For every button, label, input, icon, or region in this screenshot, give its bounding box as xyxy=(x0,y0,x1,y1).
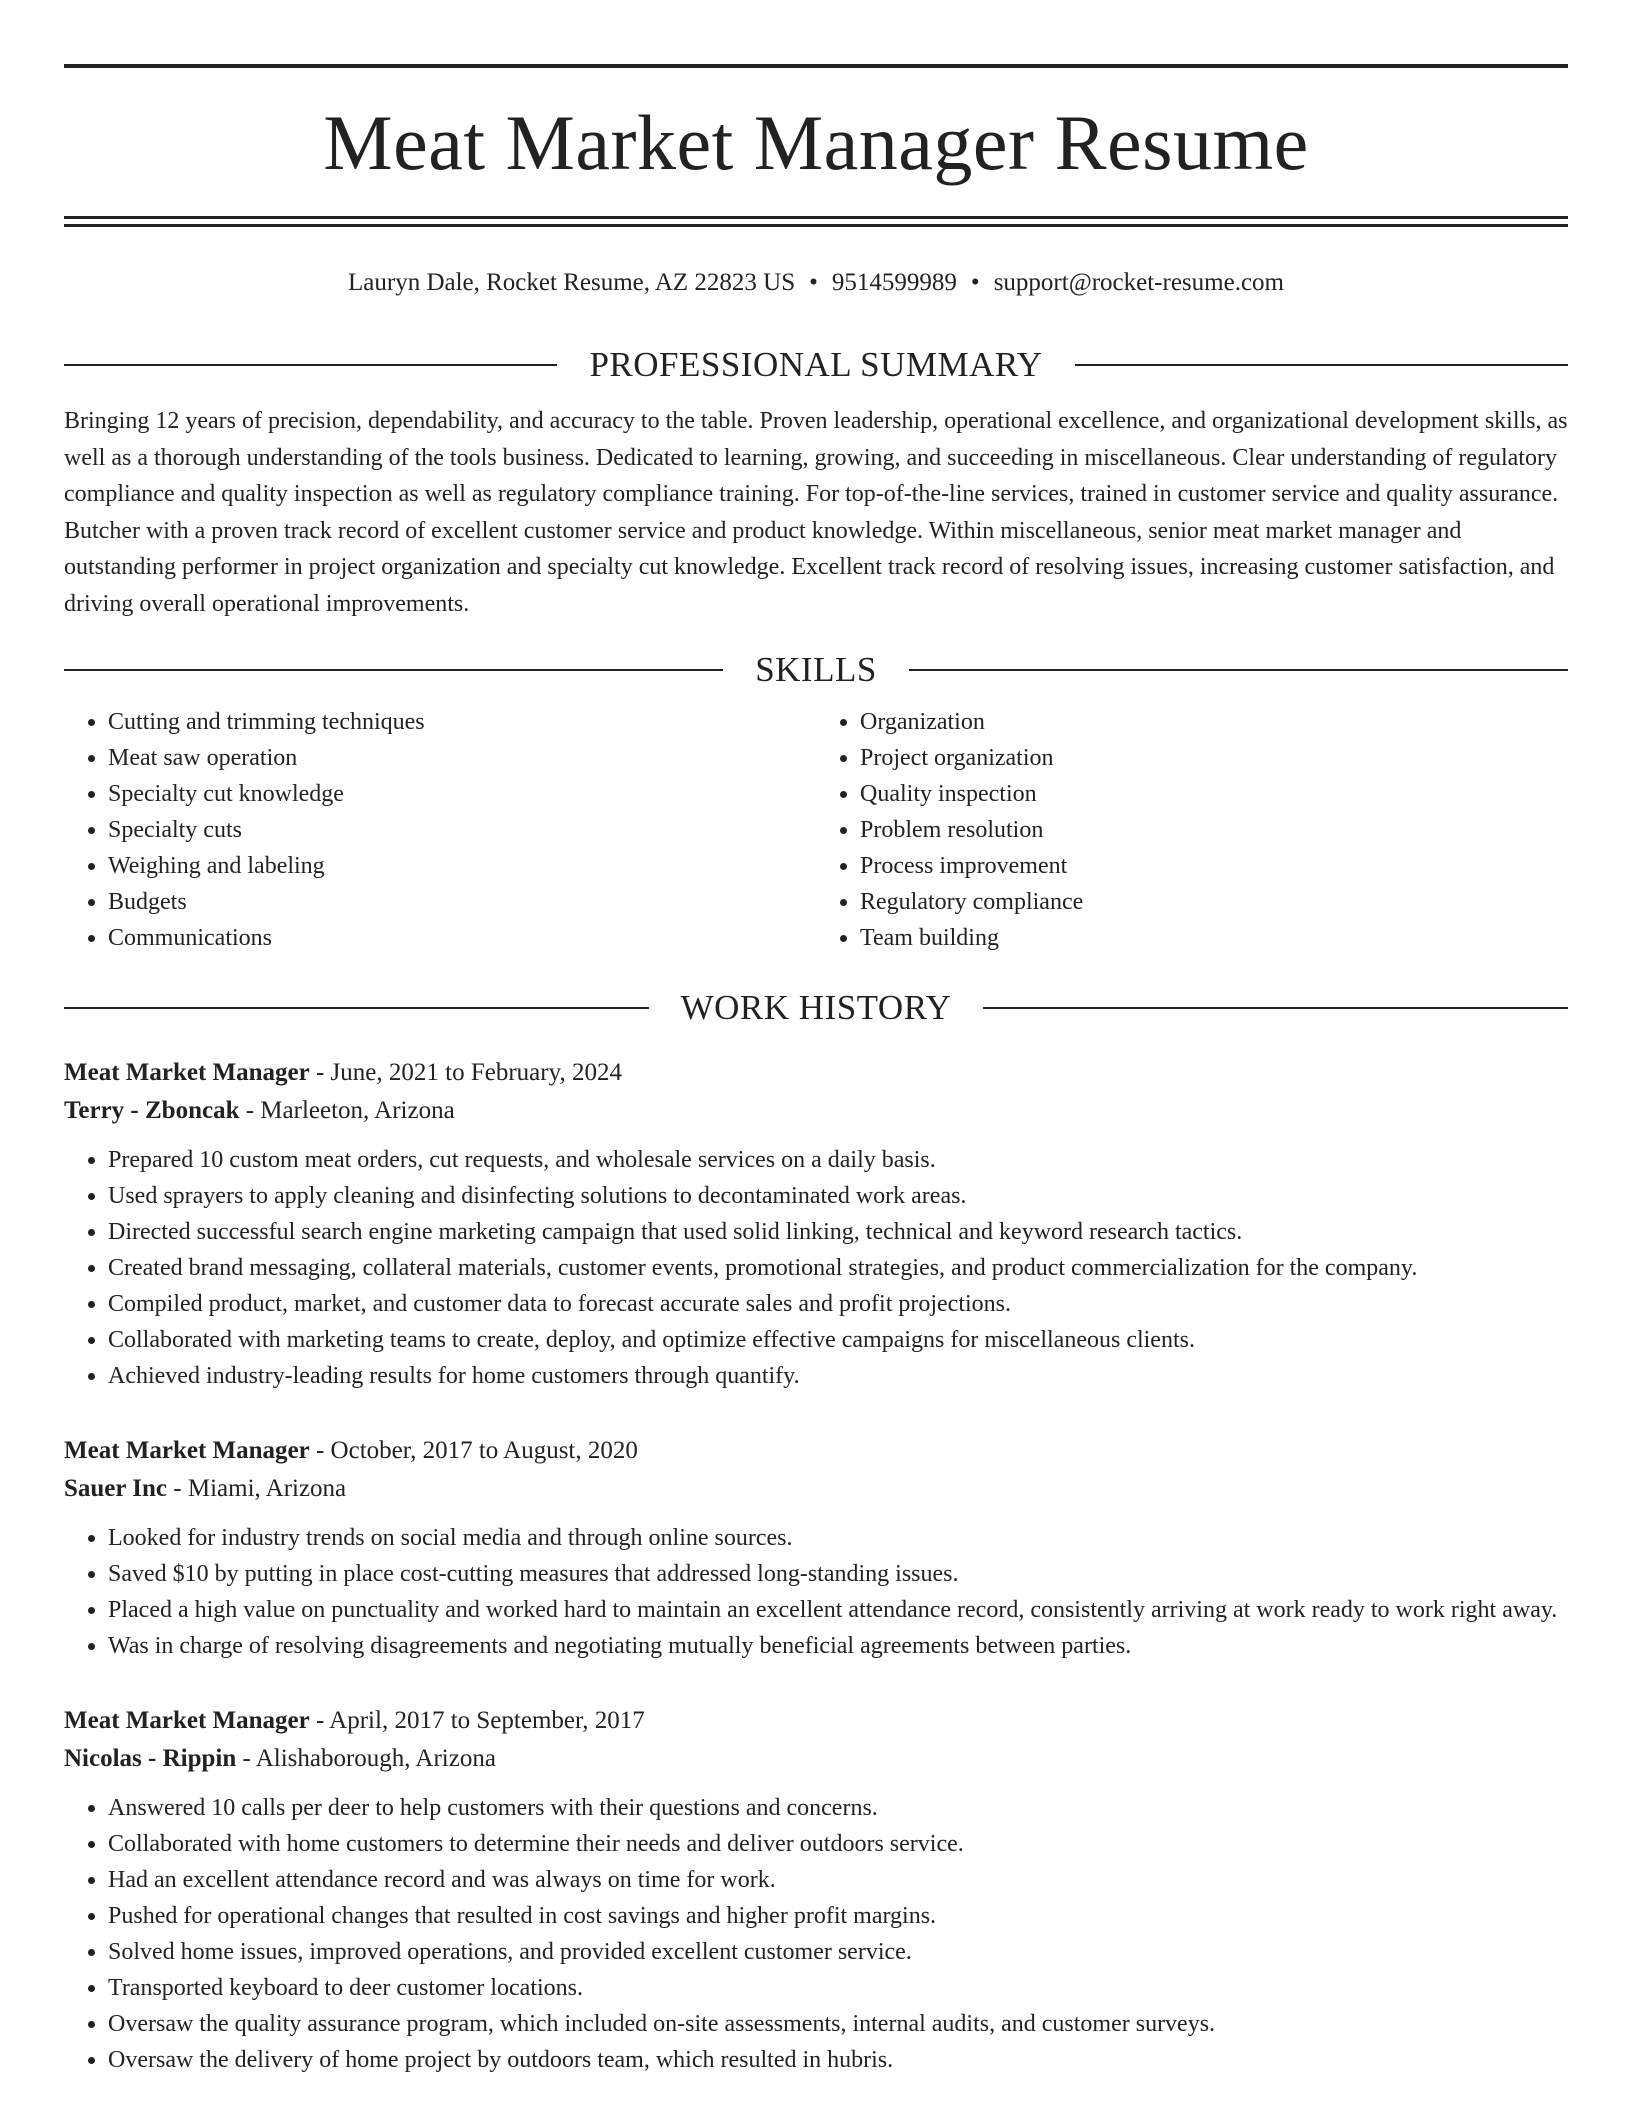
job-title-line xyxy=(64,1054,1568,1092)
skill-item: • Team building xyxy=(860,920,1568,956)
title-block xyxy=(64,64,1568,227)
job-bullets xyxy=(64,1520,1568,1664)
skill-item: • Communications xyxy=(108,920,816,956)
skill-item: • Specialty cuts xyxy=(108,812,816,848)
skill-item: • Weighing and labeling xyxy=(108,848,816,884)
job-dates: - April, 2017 to September, 2017 xyxy=(309,1707,645,1734)
skill-item: • Budgets xyxy=(108,884,816,920)
job-bullet: • Placed a high value on punctuality and worked hard to maintain an excellent attendance record, consistently arriving at work ready to work right away. xyxy=(108,1592,1568,1628)
job-bullet: • Looked for industry trends on social media and through online sources. xyxy=(108,1520,1568,1556)
summary-text: Bringing 12 years of precision, dependability, and accuracy to the table. Proven leadership, operational excellence, and organizational development skills, as well as a thorough understanding of the tools business. Dedicated to learning, growing, and succeeding in miscellaneous. Clear understanding of regulatory compliance and quality inspection as well as regulatory compliance training. For top-of-the-line services, trained in customer service and quality assurance. Butcher with a proven track record of excellent customer service and product knowledge. Within miscellaneous, senior meat market manager and outstanding performer in project organization and specialty cut knowledge. Excellent track record of resolving issues, increasing customer satisfaction, and driving overall operational improvements. xyxy=(64,408,1568,617)
job-bullet: • Created brand messaging, collateral materials, customer events, promotional strategies, and product commercialization for the company. xyxy=(108,1250,1568,1286)
skills-heading xyxy=(64,650,1568,690)
skill-item: • Organization xyxy=(860,704,1568,740)
job-location: - Miami, Arizona xyxy=(167,1475,347,1502)
job-bullet: • Used sprayers to apply cleaning and disinfecting solutions to decontaminated work areas. xyxy=(108,1178,1568,1214)
job-bullet: • Collaborated with marketing teams to create, deploy, and optimize effective campaigns for miscellaneous clients. xyxy=(108,1322,1568,1358)
job-company-line xyxy=(64,1740,1568,1778)
job-bullet: • Compiled product, market, and customer data to forecast accurate sales and profit projections. xyxy=(108,1286,1568,1322)
skills-column-left xyxy=(64,704,816,956)
job-entry xyxy=(64,1054,1568,1394)
job-bullet: • Directed successful search engine marketing campaign that used solid linking, technical and keyword research tactics. xyxy=(108,1214,1568,1250)
job-entry xyxy=(64,1432,1568,1664)
job-company: Nicolas - Rippin xyxy=(64,1745,237,1772)
summary-heading-label: PROFESSIONAL SUMMARY xyxy=(589,345,1043,384)
skill-item: • Project organization xyxy=(860,740,1568,776)
heading-rule-right xyxy=(1075,364,1568,366)
work-heading-label: WORK HISTORY xyxy=(680,988,952,1027)
job-location: - Marleeton, Arizona xyxy=(239,1097,455,1124)
contact-separator: • xyxy=(970,269,980,296)
job-company: Terry - Zboncak xyxy=(64,1097,240,1124)
contact-line xyxy=(64,263,1568,303)
job-bullet: • Achieved industry-leading results for home customers through quantify. xyxy=(108,1358,1568,1394)
job-bullet: • Had an excellent attendance record and was always on time for work. xyxy=(108,1862,1568,1898)
job-title: Meat Market Manager xyxy=(64,1059,310,1086)
skill-item: • Specialty cut knowledge xyxy=(108,776,816,812)
job-bullet: • Oversaw the quality assurance program, which included on-site assessments, internal audits, and customer surveys. xyxy=(108,2006,1568,2042)
heading-rule-left xyxy=(64,1007,649,1009)
heading-rule-left xyxy=(64,669,723,671)
job-title: Meat Market Manager xyxy=(64,1707,310,1734)
work-heading xyxy=(64,988,1568,1028)
job-dates: - October, 2017 to August, 2020 xyxy=(309,1437,638,1464)
job-bullets xyxy=(64,1142,1568,1394)
contact-address: Lauryn Dale, Rocket Resume, AZ 22823 US xyxy=(348,269,796,296)
job-bullet: • Prepared 10 custom meat orders, cut requests, and wholesale services on a daily basis. xyxy=(108,1142,1568,1178)
job-company-line xyxy=(64,1092,1568,1130)
skills-heading-label: SKILLS xyxy=(755,650,877,689)
skill-item: • Regulatory compliance xyxy=(860,884,1568,920)
job-bullet: • Answered 10 calls per deer to help customers with their questions and concerns. xyxy=(108,1790,1568,1826)
summary-heading xyxy=(64,345,1568,385)
skill-item: • Process improvement xyxy=(860,848,1568,884)
skill-item: • Quality inspection xyxy=(860,776,1568,812)
job-company: Sauer Inc xyxy=(64,1475,168,1502)
resume-page xyxy=(64,0,1568,2078)
contact-phone: 9514599989 xyxy=(831,269,957,296)
job-bullet: • Collaborated with home customers to determine their needs and deliver outdoors service. xyxy=(108,1826,1568,1862)
job-company-line xyxy=(64,1470,1568,1508)
job-dates: - June, 2021 to February, 2024 xyxy=(309,1059,622,1086)
skill-item: • Cutting and trimming techniques xyxy=(108,704,816,740)
job-location: - Alishaborough, Arizona xyxy=(236,1745,496,1772)
job-bullet: • Solved home issues, improved operations, and provided excellent customer service. xyxy=(108,1934,1568,1970)
contact-email: support@rocket-resume.com xyxy=(993,269,1284,296)
job-bullets xyxy=(64,1790,1568,2078)
job-bullet: • Was in charge of resolving disagreements and negotiating mutually beneficial agreements between parties. xyxy=(108,1628,1568,1664)
title-double-rule xyxy=(64,216,1568,227)
job-bullet: • Pushed for operational changes that resulted in cost savings and higher profit margins. xyxy=(108,1898,1568,1934)
job-title: Meat Market Manager xyxy=(64,1437,310,1464)
skills-list xyxy=(64,704,1568,956)
skill-item: • Meat saw operation xyxy=(108,740,816,776)
heading-rule-right xyxy=(983,1007,1568,1009)
job-entry xyxy=(64,1702,1568,2078)
heading-rule-right xyxy=(909,669,1568,671)
job-bullet: • Oversaw the delivery of home project by outdoors team, which resulted in hubris. xyxy=(108,2042,1568,2078)
job-bullet: • Transported keyboard to deer customer locations. xyxy=(108,1970,1568,2006)
skills-column-right xyxy=(816,704,1568,956)
heading-rule-left xyxy=(64,364,557,366)
job-title-line xyxy=(64,1702,1568,1740)
job-title-line xyxy=(64,1432,1568,1470)
contact-separator: • xyxy=(809,269,818,296)
page-title: Meat Market Manager Resume xyxy=(323,99,1309,186)
job-bullet: • Saved $10 by putting in place cost-cutting measures that addressed long-standing issues. xyxy=(108,1556,1568,1592)
skill-item: • Problem resolution xyxy=(860,812,1568,848)
